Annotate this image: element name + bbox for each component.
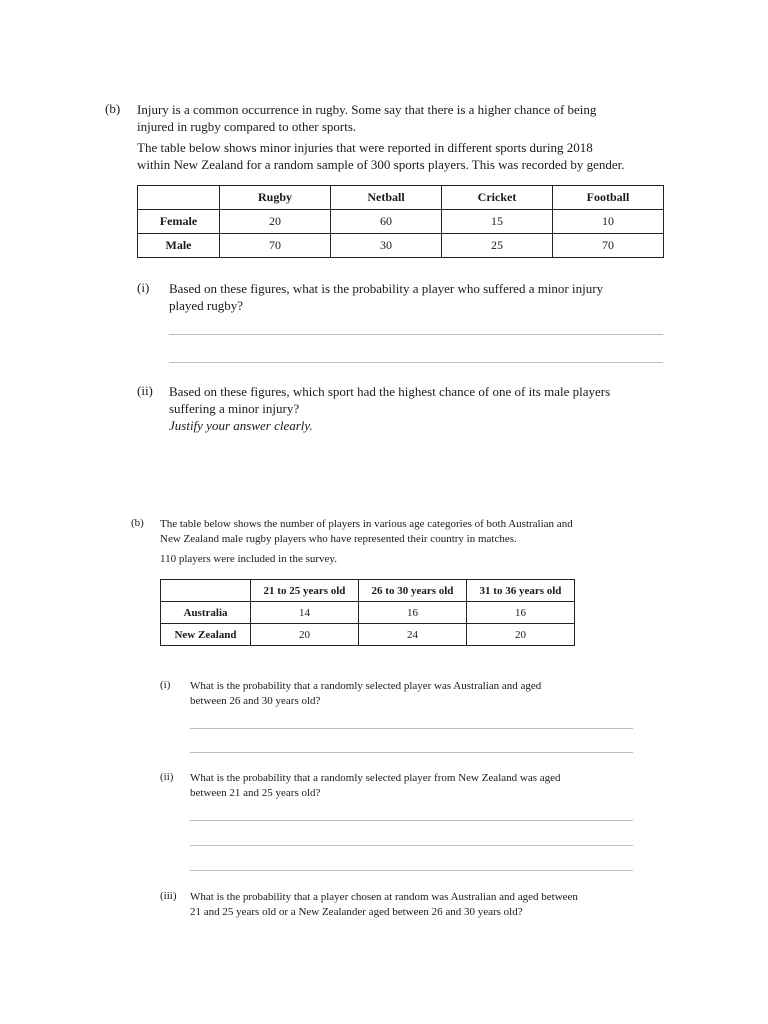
players-table-row-label: Australia — [161, 602, 251, 624]
injury-table-cell: 25 — [442, 234, 553, 258]
answer-line[interactable] — [190, 728, 633, 729]
answer-line[interactable] — [190, 870, 633, 871]
part1-description — [137, 139, 677, 173]
players-table-cell: 16 — [467, 602, 575, 624]
players-table-row-new-zealand — [161, 624, 575, 646]
injury-table-cell: 15 — [442, 210, 553, 234]
players-table-header-row — [161, 580, 575, 602]
injury-table-row-female — [138, 210, 664, 234]
part1-q2-line2: suffering a minor injury? — [169, 401, 300, 416]
injury-table-cell: 70 — [553, 234, 664, 258]
injury-table-row-label: Male — [138, 234, 220, 258]
part2-q3-line1: What is the probability that a player chosen at random was Australian and aged between — [190, 891, 578, 903]
players-table-header-26-30: 26 to 30 years old — [359, 580, 467, 602]
rugby-players-table — [160, 579, 575, 646]
players-table-cell: 24 — [359, 624, 467, 646]
part2-q3-line2: 21 and 25 years old or a New Zealander aged between 26 and 30 years old? — [190, 906, 523, 918]
injury-table — [137, 185, 664, 258]
injury-table-header-cricket: Cricket — [442, 186, 553, 210]
injury-table-row-label: Female — [138, 210, 220, 234]
part2-intro-line3: 110 players were included in the survey. — [160, 553, 337, 565]
part1-q2-number: (ii) — [137, 383, 153, 398]
part2-q1-text — [190, 679, 640, 709]
players-table-cell: 20 — [467, 624, 575, 646]
players-table-corner — [161, 580, 251, 602]
injury-table-cell: 70 — [220, 234, 331, 258]
injury-table-cell: 10 — [553, 210, 664, 234]
injury-table-cell: 20 — [220, 210, 331, 234]
players-table-row-australia — [161, 602, 575, 624]
part2-q1-line2: between 26 and 30 years old? — [190, 695, 321, 707]
players-table-header-31-36: 31 to 36 years old — [467, 580, 575, 602]
part1-label: (b) — [105, 101, 121, 116]
part1-q2-line3: Justify your answer clearly. — [169, 418, 313, 433]
part1-desc-line1: The table below shows minor injuries that were reported in different sports during 2018 — [137, 140, 593, 155]
part1-q1-number: (i) — [137, 280, 150, 295]
answer-line[interactable] — [190, 845, 633, 846]
part2-q2-text — [190, 771, 640, 801]
injury-table-header-row — [138, 186, 664, 210]
part1-q1-text — [169, 280, 669, 314]
part1-intro — [137, 101, 677, 135]
part2-q1-line1: What is the probability that a randomly selected player was Australian and aged — [190, 680, 542, 692]
answer-line[interactable] — [169, 362, 663, 363]
part1-desc-line2: within New Zealand for a random sample of 300 sports players. This was recorded by gender. — [137, 157, 625, 172]
part1-q2-text — [169, 383, 669, 434]
injury-table-row-male — [138, 234, 664, 258]
part2-q1-number: (i) — [160, 679, 171, 691]
answer-line[interactable] — [190, 752, 633, 753]
players-table-cell: 20 — [251, 624, 359, 646]
part1-q2-line1: Based on these figures, which sport had the highest chance of one of its male players — [169, 384, 611, 399]
injury-table-header-rugby: Rugby — [220, 186, 331, 210]
part1-intro-line2: injured in rugby compared to other sports. — [137, 119, 357, 134]
part2-q3-number: (iii) — [160, 890, 177, 902]
part2-q2-line1: What is the probability that a randomly selected player from New Zealand was aged — [190, 772, 561, 784]
part2-q2-number: (ii) — [160, 771, 174, 783]
part2-intro-line2: New Zealand male rugby players who have represented their country in matches. — [160, 533, 517, 545]
players-table-header-21-25: 21 to 25 years old — [251, 580, 359, 602]
answer-line[interactable] — [169, 334, 663, 335]
players-table-cell: 14 — [251, 602, 359, 624]
players-table-cell: 16 — [359, 602, 467, 624]
part2-q2-line2: between 21 and 25 years old? — [190, 787, 321, 799]
part2-q3-text — [190, 890, 645, 920]
answer-line[interactable] — [190, 820, 633, 821]
part1-q1-line2: played rugby? — [169, 298, 244, 313]
injury-table-cell: 30 — [331, 234, 442, 258]
players-table-row-label: New Zealand — [161, 624, 251, 646]
part1-q1-line1: Based on these figures, what is the probability a player who suffered a minor injury — [169, 281, 604, 296]
injury-table-cell: 60 — [331, 210, 442, 234]
injury-table-corner — [138, 186, 220, 210]
part2-intro — [160, 517, 650, 567]
part2-label: (b) — [131, 517, 144, 529]
injury-table-header-football: Football — [553, 186, 664, 210]
injury-table-header-netball: Netball — [331, 186, 442, 210]
part1-intro-line1: Injury is a common occurrence in rugby. Some say that there is a higher chance of being — [137, 102, 597, 117]
part2-intro-line1: The table below shows the number of players in various age categories of both Australian and — [160, 518, 573, 530]
